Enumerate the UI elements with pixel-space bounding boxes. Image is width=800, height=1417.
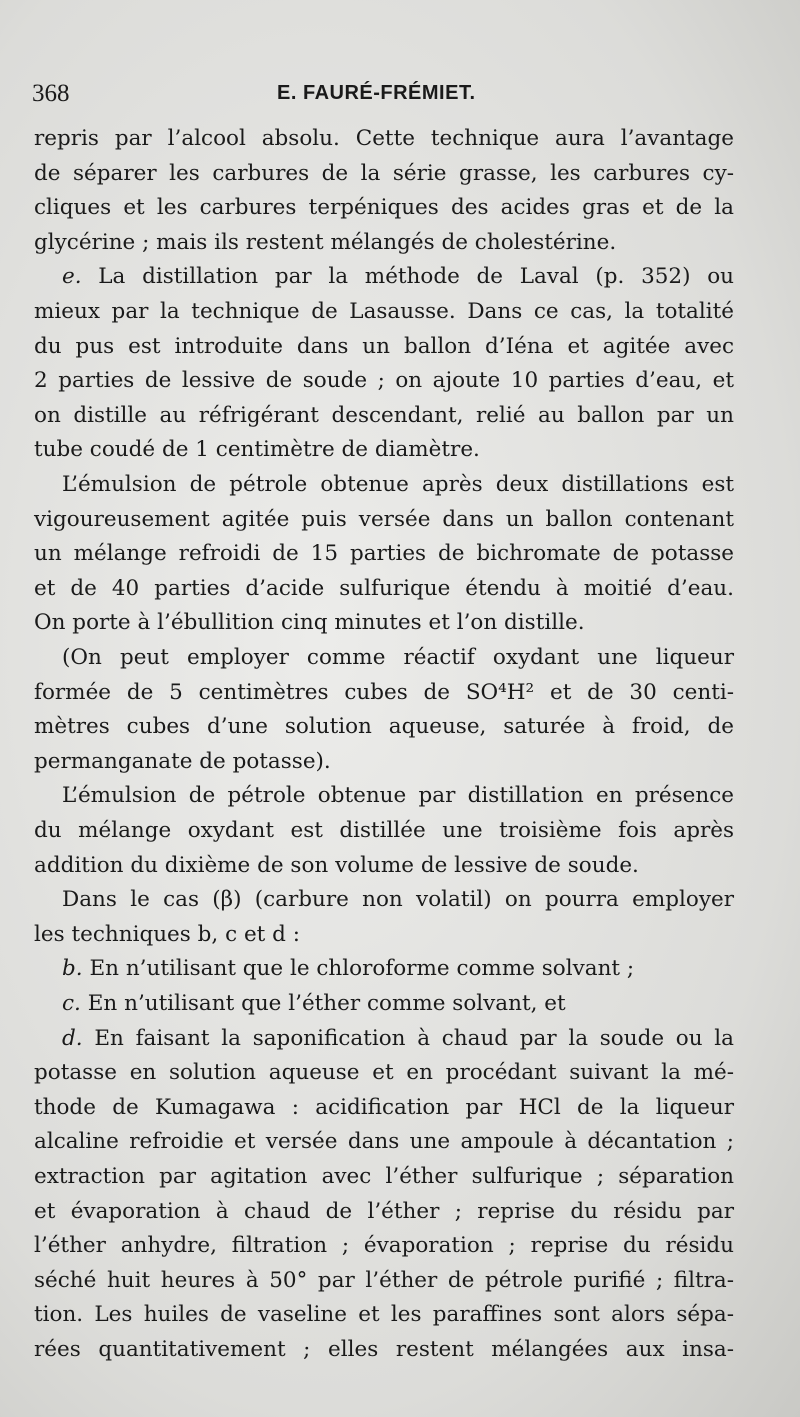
item-label: d. [62,1025,83,1051]
line-text: En faisant la saponification à chaud par la soude ou la [82,1025,734,1051]
text-line [34,330,734,364]
line-text: potasse en solution aqueuse et en procédant suivant la mé- [34,1060,734,1086]
line-text: 2 parties de lessive de soude ; on ajoute 10 parties d’eau, et [34,368,734,394]
text-line [34,710,734,744]
text-line [34,1091,734,1125]
line-text: thode de Kumagawa : acidification par HCl de la liqueur [34,1094,734,1120]
line-text: rées quantitativement ; elles restent mélangées aux insa- [34,1337,734,1362]
line-text: En n’utilisant que l’éther comme solvant, et [80,991,566,1016]
text-line [62,468,734,502]
text-line [34,745,734,779]
line-text: du pus est introduite dans un ballon d’Iéna et agitée avec [34,333,734,359]
page-header [32,80,772,112]
line-text: séché huit heures à 50° par l’éther de pétrole purifié ; filtra- [34,1267,734,1293]
text-line [62,1022,734,1056]
line-text: vigoureusement agitée puis versée dans un ballon contenant [34,506,734,532]
line-text: On porte à l’ébullition cinq minutes et l’on distille. [34,610,585,636]
line-text: permanganate de potasse). [34,748,331,774]
text-line [34,364,734,398]
text-line [34,1125,734,1159]
text-line [34,433,734,467]
text-line [34,295,734,329]
line-text: cliques et les carbures terpéniques des acides gras et de la [34,195,734,221]
text-line [34,918,734,952]
line-text: de séparer les carbures de la série grasse, les carbures cy- [34,160,734,186]
line-text: mètres cubes d’une solution aqueuse, saturée à froid, de [34,714,734,740]
line-text: alcaline refroidie et versée dans une ampoule à décantation ; [34,1129,734,1155]
line-text: L’émulsion de pétrole obtenue après deux distillations est [62,472,734,497]
text-line [34,1195,734,1229]
text-line [62,987,734,1021]
line-text: du mélange oxydant est distillée une troisième fois après [34,818,734,843]
line-text: les techniques b, c et d : [34,921,300,947]
text-line [34,1056,734,1090]
text-line [34,1333,734,1367]
text-line [34,814,734,848]
text-line [34,1298,734,1332]
line-text: glycérine ; mais ils restent mélangés de cholestérine. [34,229,617,255]
line-text: et de 40 parties d’acide sulfurique étendu à moitié d’eau. [34,575,734,601]
text-line [34,191,734,225]
line-text: L’émulsion de pétrole obtenue par distillation en présence [62,783,734,809]
line-text: tube coudé de 1 centimètre de diamètre. [34,437,480,463]
line-text: tion. Les huiles de vaseline et les paraffines sont alors sépa- [34,1302,734,1328]
text-line [62,260,734,294]
line-text: formée de 5 centimètres cubes de SO⁴H² et de 30 centi- [34,679,734,705]
line-text: l’éther anhydre, filtration ; évaporation ; reprise du résidu [34,1233,734,1259]
line-text: mieux par la technique de Lasausse. Dans ce cas, la totalité [34,299,734,324]
line-text: En n’utilisant que le chloroforme comme solvant ; [82,956,635,982]
text-line [62,641,734,675]
text-line [62,952,734,986]
line-text: La distillation par la méthode de Laval (p. 352) ou [81,264,734,290]
item-label: c. [62,991,81,1016]
line-text: addition du dixième de son volume de lessive de soude. [34,852,639,878]
text-line [34,849,734,883]
text-line [34,157,734,191]
text-line [34,122,734,156]
line-text: repris par l’alcool absolu. Cette technique aura l’avantage [34,126,734,151]
text-line [34,399,734,433]
text-line [34,226,734,260]
line-text: Dans le cas (β) (carbure non volatil) on pourra employer [62,887,734,913]
line-text: on distille au réfrigérant descendant, relié au ballon par un [34,402,734,428]
item-label: e. [62,264,82,290]
text-line [62,779,734,813]
text-line [34,1229,734,1263]
item-label: b. [62,956,83,982]
text-line [34,572,734,606]
text-line [34,606,734,640]
line-text: un mélange refroidi de 15 parties de bichromate de potasse [34,541,734,567]
line-text: (On peut employer comme réactif oxydant une liqueur [62,645,734,670]
text-line [34,1264,734,1298]
line-text: extraction par agitation avec l’éther sulfurique ; séparation [34,1164,734,1189]
text-line [62,883,734,917]
text-line [34,537,734,571]
text-line [34,503,734,537]
running-head: E. FAURÉ-FRÉMIET. [277,82,476,104]
text-line [34,1160,734,1194]
page-number: 368 [32,80,70,107]
line-text: et évaporation à chaud de l’éther ; reprise du résidu par [34,1198,734,1224]
text-line [34,676,734,710]
